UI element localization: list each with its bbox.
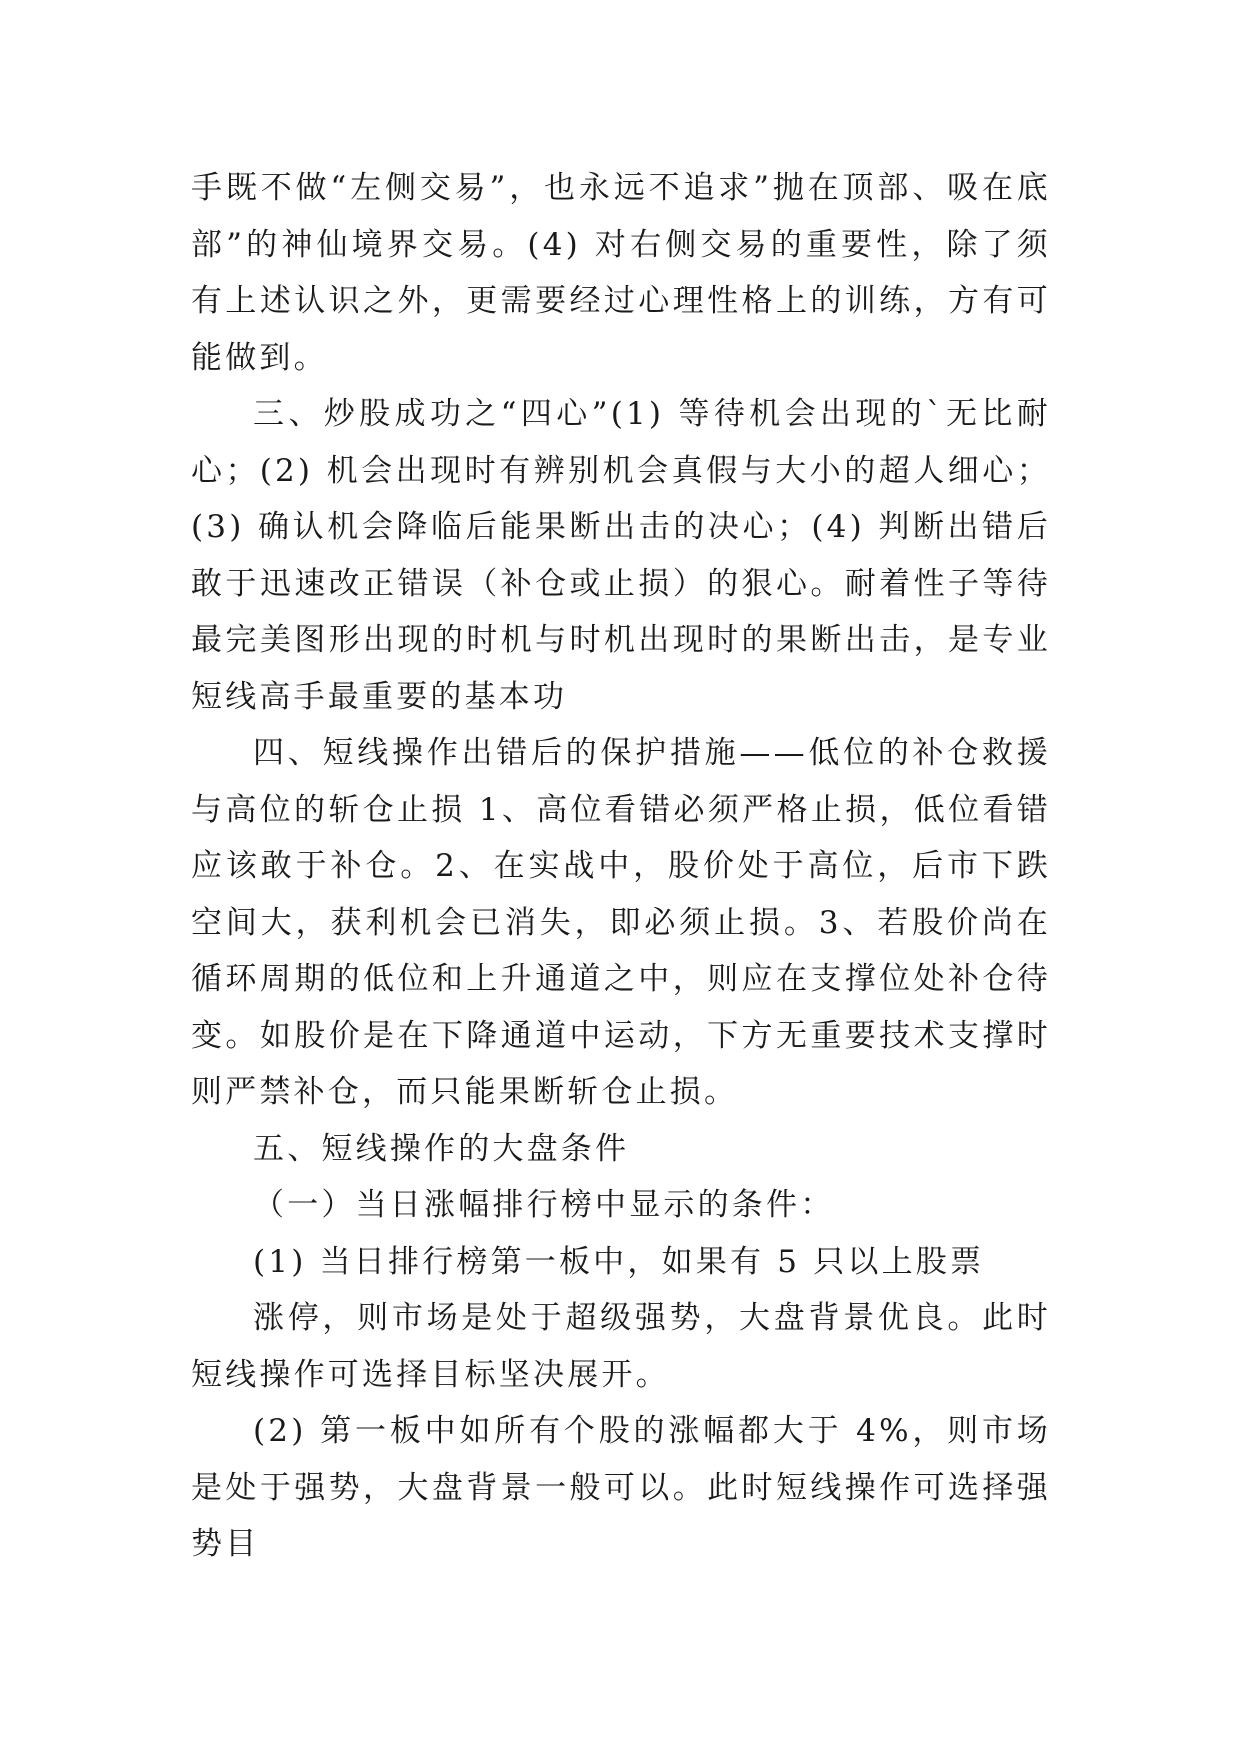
document-page	[191, 160, 1051, 1573]
paragraph-limit-up: 涨停，则市场是处于超级强势，大盘背景优良。此时短线操作可选择目标坚决展开。	[191, 1300, 1051, 1393]
list-item-2: (2) 第一板中如所有个股的涨幅都大于 4%，则市场是处于强势，大盘背景一般可以。此时短线操作可选择强势目	[191, 1413, 1051, 1562]
subheading-ranking-conditions: （一）当日涨幅排行榜中显示的条件：	[253, 1187, 835, 1223]
list-item-1: (1) 当日排行榜第一板中，如果有 5 只以上股票	[253, 1243, 985, 1280]
paragraph-1: 手既不做“左侧交易”，也永远不追求”抛在顶部、吸在底部”的神仙境界交易。(4) 对右侧交易的重要性，除了须有上述认识之外，更需要经过心理性格上的训练，方有可能做到。	[191, 170, 1051, 376]
section-heading-market-conditions: 五、短线操作的大盘条件	[253, 1130, 630, 1167]
paragraph-four-minds: 三、炒股成功之“四心”(1) 等待机会出现的`无比耐心；(2) 机会出现时有辨别机会真假与大小的超人细心；(3) 确认机会降临后能果断出击的决心；(4) 判断出错后敢于迅速改正错误（补仓或止损）的狠心。耐着性子等待最完美图形出现的时机与时机出现时的果断出击，是专业短线高手最重要的基本功	[191, 396, 1051, 715]
paragraph-protection-measures: 四、短线操作出错后的保护措施——低位的补仓救援与高位的斩仓止损 1、高位看错必须严格止损，低位看错应该敢于补仓。2、在实战中，股价处于高位，后市下跌空间大，获利机会已消失，即必须止损。3、若股价尚在循环周期的低位和上升通道之中，则应在支撑位处补仓待变。如股价是在下降通道中运动，下方无重要技术支撑时则严禁补仓，而只能果断斩仓止损。	[191, 735, 1051, 1110]
